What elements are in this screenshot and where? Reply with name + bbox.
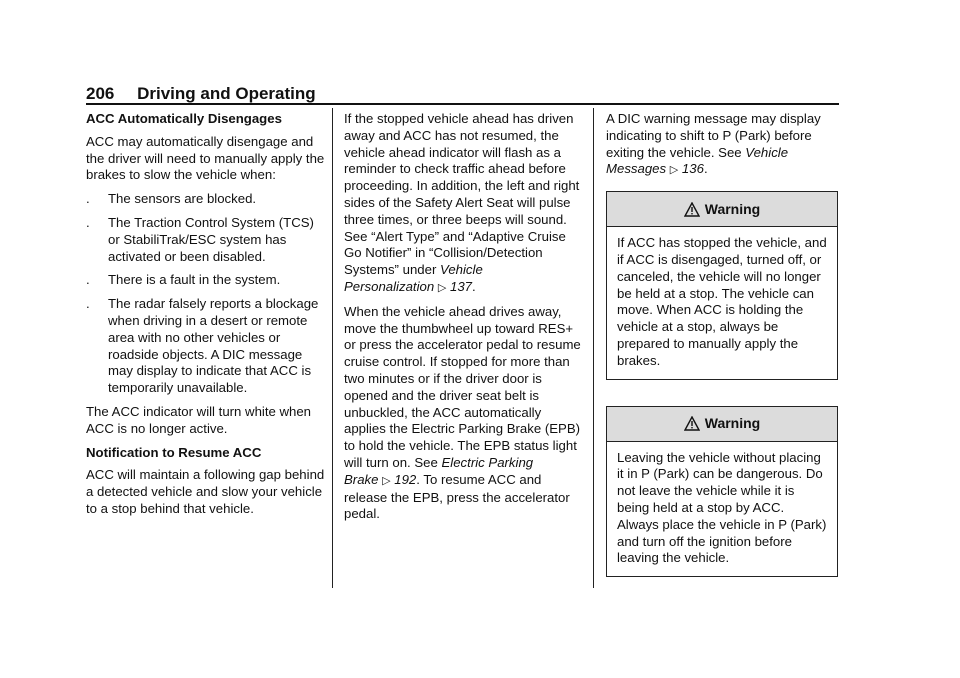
warning-triangle-icon — [684, 202, 700, 217]
paragraph: When the vehicle ahead drives away, move the thumbwheel up toward RES+ or press the accelerator pedal to resume cruise control. If stopped for more than two minutes or if the driver door is opened and the driver seat belt is unbuckled, the ACC automatically applies the Electric Parking Brake (EPB) to hold the vehicle. The EPB status light will turn on. See Electric Parking Brake ▷ 192. To resume ACC and release the EPB, press the accelerator pedal. — [344, 303, 581, 522]
page-number: 206 — [86, 84, 115, 103]
list-item: . The Traction Control System (TCS) or StabiliTrak/ESC system has activated or been disabled. — [86, 214, 314, 264]
cross-reference-link[interactable]: Vehicle Personalization ▷ 137 — [344, 262, 483, 294]
list-item: . There is a fault in the system. — [86, 272, 281, 288]
warning-triangle-icon — [684, 416, 700, 431]
warning-box — [606, 406, 838, 578]
cross-reference-link[interactable]: Vehicle Messages ▷ 136 — [606, 144, 789, 177]
warning-box — [606, 191, 838, 379]
subheading: ACC Automatically Disengages — [86, 111, 282, 126]
warning-title: Warning — [704, 415, 761, 432]
paragraph: If the stopped vehicle ahead has driven away and ACC has not resumed, the vehicle ahead indicator will flash as a reminder to check traffic ahead before proceeding. In addition, the left and right sides of the Safety Alert Seat will pulse three times, or three beeps will sound. See “Alert Type” and “Adaptive Cruise Go Notifier” in “Collision/Detection Systems” under Vehicle Personalization ▷ 137. — [344, 111, 580, 294]
page-reference-icon: ▷ — [437, 281, 447, 294]
warning-header — [607, 192, 837, 227]
warning-text: If ACC has stopped the vehicle, and if ACC is disengaged, turned off, or canceled, the vehicle will no longer be held at a stop. The vehicle can move. When ACC is holding the vehicle at a stop, always be prepared to manually apply the brakes. — [617, 235, 827, 368]
cross-reference-link[interactable]: Electric Parking Brake ▷ 192 — [344, 454, 534, 487]
warning-title: Warning — [704, 200, 761, 217]
paragraph: ACC will maintain a following gap behind a detected vehicle and slow your vehicle to a stop behind that vehicle. — [86, 467, 325, 516]
warning-header — [607, 407, 837, 442]
page-reference-icon: ▷ — [669, 164, 679, 177]
warning-text: Leaving the vehicle without placing it in P (Park) can be dangerous. Do not leave the vehicle while it is being held at a stop by ACC. Always place the vehicle in P (Park) and turn off the ignition before leaving the vehicle. — [617, 449, 827, 566]
paragraph: A DIC warning message may display indicating to shift to P (Park) before exiting the vehicle. See Vehicle Messages ▷ 136. — [606, 111, 821, 177]
column-divider — [593, 108, 594, 588]
page-reference-icon: ▷ — [382, 474, 391, 487]
column-divider — [332, 108, 333, 588]
paragraph: ACC may automatically disengage and the driver will need to manually apply the brakes to slow the vehicle when: — [86, 133, 325, 183]
header-rule — [86, 103, 839, 105]
column-1 — [86, 111, 326, 525]
section-title: Driving and Operating — [137, 84, 316, 103]
column-3 — [606, 111, 838, 577]
subheading: Notification to Resume ACC — [86, 444, 262, 460]
list-item: . The sensors are blocked. — [86, 191, 257, 207]
list-item: . The radar falsely reports a blockage when driving in a desert or remote area with no other vehicles or roadside objects. A DIC message may display to indicate that ACC is temporarily unavailable. — [86, 296, 319, 396]
page-header — [86, 84, 316, 104]
paragraph: The ACC indicator will turn white when ACC is no longer active. — [86, 403, 312, 436]
column-2 — [344, 111, 584, 530]
